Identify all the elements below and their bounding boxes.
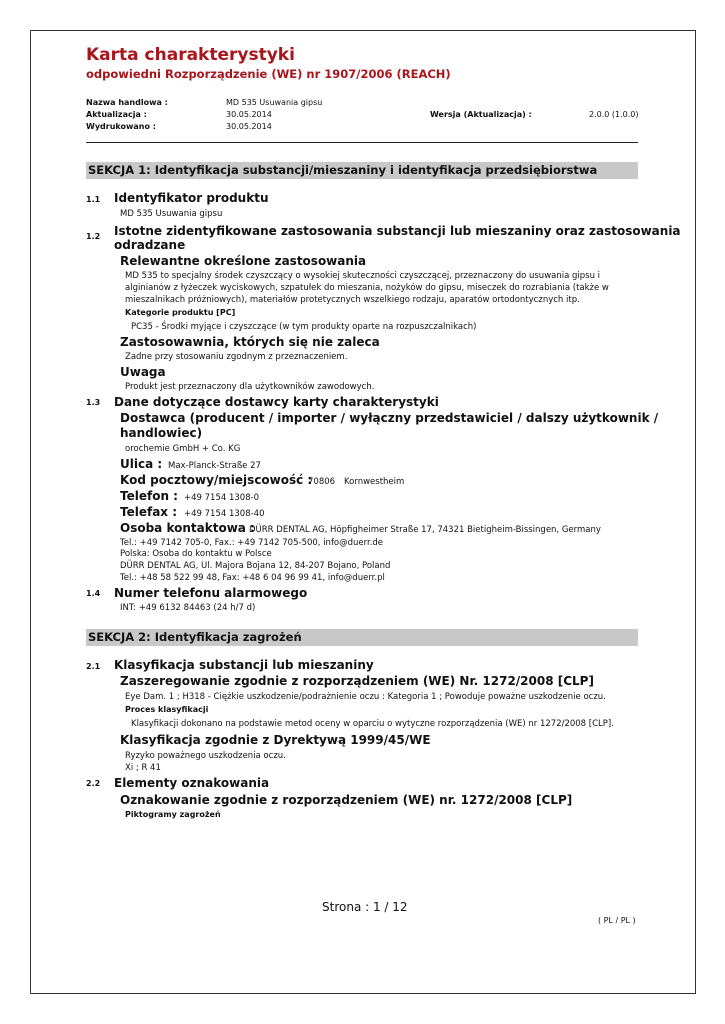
contact-label: Osoba kontaktowa :: [120, 521, 255, 535]
s14-number: 1.4: [86, 589, 101, 598]
version-value: 2.0.0 (1.0.0): [589, 110, 639, 119]
street-value: Max-Planck-Straße 27: [168, 461, 261, 471]
contact-line5: Tel.: +48 58 522 99 48, Fax: +48 6 04 96 99 41, info@duerr.pl: [120, 573, 385, 583]
postal-city-label: Kod pocztowy/miejscowość :: [120, 473, 313, 487]
labelling-title: Oznakowanie zgodnie z rozporządzeniem (WE) nr. 1272/2008 [CLP]: [120, 793, 573, 807]
document-title: Karta charakterystyki: [86, 45, 295, 65]
language-code: ( PL / PL ): [598, 916, 636, 925]
directive-text-2: Xi ; R 41: [125, 763, 161, 773]
supplier-name: orochemie GmbH + Co. KG: [125, 444, 241, 454]
s11-text: MD 535 Usuwania gipsu: [120, 209, 223, 219]
supplier-title-line1: Dostawca (producent / importer / wyłączny przedstawiciel / dalszy użytkownik /: [120, 411, 659, 425]
relevant-uses-line2: alginianów z łyżeczek wyciskowych, szpatułek do mieszania, nożyków do gipsu, miseczek do rozrabiania (także w: [125, 283, 609, 293]
printed-value: 30.05.2014: [226, 122, 272, 131]
directive-classification-title: Klasyfikacja zgodnie z Dyrektywą 1999/45/WE: [120, 733, 431, 747]
phone-value: +49 7154 1308-0: [184, 493, 260, 503]
street-label: Ulica :: [120, 457, 163, 471]
classification-procedure-label: Proces klasyfikacji: [125, 705, 209, 714]
update-label: Aktualizacja :: [86, 110, 147, 119]
note-title: Uwaga: [120, 365, 166, 379]
s13-title: Dane dotyczące dostawcy karty charakterystyki: [114, 395, 439, 409]
clp-classification-text: Eye Dam. 1 ; H318 - Ciężkie uszkodzenie/podrażnienie oczu : Kategoria 1 ; Powoduje poważne uszkodzenie oczu.: [125, 692, 606, 702]
printed-label: Wydrukowano :: [86, 122, 156, 131]
directive-text-1: Ryzyko poważnego uszkodzenia oczu.: [125, 751, 286, 761]
relevant-uses-line3: mieszalnikach próżniowych), materiałów protetycznych wszelkiego rodzaju, aparatów ortodontycznych itp.: [125, 295, 580, 305]
header-divider: [86, 142, 638, 143]
city: Kornwestheim: [344, 477, 405, 487]
relevant-uses-title: Relewantne określone zastosowania: [120, 254, 367, 268]
contact-line4: DÜRR DENTAL AG, Ul. Majora Bojana 12, 84-207 Bojano, Poland: [120, 561, 391, 571]
page-number: Strona : 1 / 12: [322, 900, 408, 914]
s12-number: 1.2: [86, 232, 101, 241]
classification-procedure-text: Klasyfikacji dokonano na podstawie metod oceny w oparciu o wytyczne rozporządzenia (WE) nr 1272/2008 [CLP].: [131, 719, 614, 729]
s22-title: Elementy oznakowania: [114, 776, 270, 790]
pictograms-label: Piktogramy zagrożeń: [125, 810, 221, 819]
supplier-title-line2: handlowiec): [120, 426, 203, 440]
contact-value: DÜRR DENTAL AG, Höpfigheimer Straße 17, 74321 Bietigheim-Bissingen, Germany: [249, 525, 601, 535]
s12-title-line2: odradzane: [114, 238, 186, 252]
document-subtitle: odpowiedni Rozporządzenie (WE) nr 1907/2006 (REACH): [86, 67, 451, 81]
uses-advised-against-title: Zastosowawnia, których się nie zaleca: [120, 335, 380, 349]
s14-title: Numer telefonu alarmowego: [114, 586, 308, 600]
trade-name-value: MD 535 Usuwania gipsu: [226, 98, 323, 107]
section-2-header: SEKCJA 2: Identyfikacja zagrożeń: [86, 629, 638, 646]
fax-value: +49 7154 1308-40: [184, 509, 265, 519]
s22-number: 2.2: [86, 779, 101, 788]
fax-label: Telefax :: [120, 505, 178, 519]
note-text: Produkt jest przeznaczony dla użytkowników zawodowych.: [125, 382, 375, 392]
s11-title: Identyfikator produktu: [114, 191, 269, 205]
relevant-uses-line1: MD 535 to specjalny środek czyszczący o wysokiej skuteczności czyszczącej, przeznaczony do usuwania gipsu i: [125, 271, 601, 281]
s13-number: 1.3: [86, 398, 101, 407]
section-1-header: SEKCJA 1: Identyfikacja substancji/mieszaniny i identyfikacja przedsiębiorstwa: [86, 162, 638, 179]
postal-code: 70806: [308, 477, 336, 487]
clp-classification-title: Zaszeregowanie zgodnie z rozporządzeniem (WE) Nr. 1272/2008 [CLP]: [120, 674, 594, 688]
product-category-text: PC35 - Środki myjące i czyszczące (w tym produkty oparte na rozpuszczalnikach): [131, 322, 477, 332]
trade-name-label: Nazwa handlowa :: [86, 98, 168, 107]
update-value: 30.05.2014: [226, 110, 272, 119]
version-label: Wersja (Aktualizacja) :: [430, 110, 532, 119]
s11-number: 1.1: [86, 195, 101, 204]
s21-number: 2.1: [86, 662, 101, 671]
phone-label: Telefon :: [120, 489, 178, 503]
s21-title: Klasyfikacja substancji lub mieszaniny: [114, 658, 374, 672]
s14-text: INT: +49 6132 84463 (24 h/7 d): [120, 603, 256, 613]
contact-line2: Tel.: +49 7142 705-0, Fax.: +49 7142 705-500, info@duerr.de: [120, 538, 384, 548]
product-category-label: Kategorie produktu [PC]: [125, 308, 236, 317]
s12-title-line1: Istotne zidentyfikowane zastosowania substancji lub mieszaniny oraz zastosowania: [114, 224, 681, 238]
contact-line3: Polska: Osoba do kontaktu w Polsce: [120, 549, 272, 559]
uses-advised-against-text: Zadne przy stosowaniu zgodnym z przeznaczeniem.: [125, 352, 348, 362]
